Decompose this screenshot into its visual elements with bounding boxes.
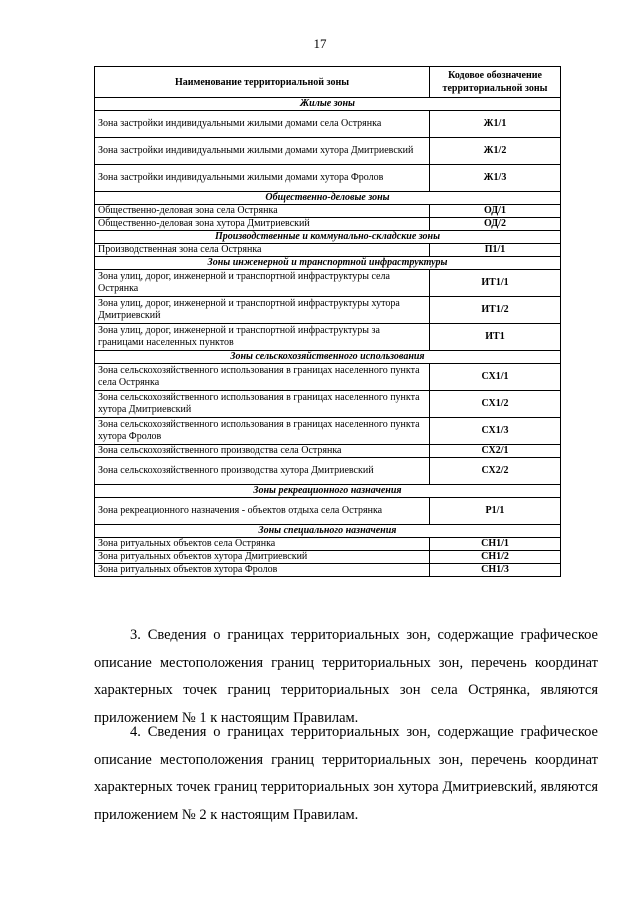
table-row bbox=[95, 138, 561, 165]
table-row bbox=[95, 391, 561, 418]
zone-name-cell: Зона застройки индивидуальными жилыми домами села Острянка bbox=[95, 111, 430, 138]
zone-code-cell: П1/1 bbox=[430, 244, 561, 257]
table-row bbox=[95, 218, 561, 231]
zone-name-cell: Зона улиц, дорог, инженерной и транспортной инфраструктуры за границами населенных пунктов bbox=[95, 324, 430, 351]
zone-code-cell: СХ1/2 bbox=[430, 391, 561, 418]
group-row bbox=[95, 485, 561, 498]
table-row bbox=[95, 244, 561, 257]
zone-name-cell: Зона улиц, дорог, инженерной и транспортной инфраструктуры хутора Дмитриевский bbox=[95, 297, 430, 324]
zone-name-cell: Общественно-деловая зона села Острянка bbox=[95, 205, 430, 218]
zone-name-cell: Зона ритуальных объектов хутора Дмитриевский bbox=[95, 551, 430, 564]
group-title: Зоны инженерной и транспортной инфраструктуры bbox=[95, 257, 561, 270]
table-row bbox=[95, 270, 561, 297]
table-row bbox=[95, 418, 561, 445]
group-row bbox=[95, 351, 561, 364]
header-zone-name: Наименование территориальной зоны bbox=[95, 67, 430, 98]
table-row bbox=[95, 297, 561, 324]
group-title: Зоны специального назначения bbox=[95, 525, 561, 538]
zone-code-cell: СХ2/2 bbox=[430, 458, 561, 485]
group-row bbox=[95, 98, 561, 111]
zone-code-cell: СН1/1 bbox=[430, 538, 561, 551]
paragraph-4: 4. Сведения о границах территориальных зон, содержащие графическое описание местоположения границ территориальных зон, перечень координат характерных точек границ территориальных зон хутора Дмитриевский, являются приложением № 2 к настоящим Правилам. bbox=[94, 724, 598, 823]
table-row bbox=[95, 205, 561, 218]
zone-code-cell: СХ2/1 bbox=[430, 445, 561, 458]
table-row bbox=[95, 458, 561, 485]
table-row bbox=[95, 564, 561, 577]
group-title: Жилые зоны bbox=[95, 98, 561, 111]
table-body bbox=[95, 98, 561, 577]
group-row bbox=[95, 192, 561, 205]
zone-code-cell: Ж1/3 bbox=[430, 165, 561, 192]
group-title: Производственные и коммунально-складские зоны bbox=[95, 231, 561, 244]
zone-name-cell: Зона рекреационного назначения - объектов отдыха села Острянка bbox=[95, 498, 430, 525]
zone-name-cell: Зона ритуальных объектов села Острянка bbox=[95, 538, 430, 551]
zone-name-cell: Производственная зона села Острянка bbox=[95, 244, 430, 257]
zone-code-cell: СХ1/1 bbox=[430, 364, 561, 391]
zone-name-cell: Зона ритуальных объектов хутора Фролов bbox=[95, 564, 430, 577]
table-row bbox=[95, 324, 561, 351]
zone-code-cell: Ж1/1 bbox=[430, 111, 561, 138]
zone-name-cell: Зона сельскохозяйственного использования в границах населенного пункта села Острянка bbox=[95, 364, 430, 391]
table-row bbox=[95, 498, 561, 525]
territorial-zones-table bbox=[94, 66, 561, 577]
zone-code-cell: СН1/3 bbox=[430, 564, 561, 577]
group-title: Зоны сельскохозяйственного использования bbox=[95, 351, 561, 364]
group-row bbox=[95, 231, 561, 244]
group-title: Зоны рекреационного назначения bbox=[95, 485, 561, 498]
zone-name-cell: Зона сельскохозяйственного производства села Острянка bbox=[95, 445, 430, 458]
table-row bbox=[95, 111, 561, 138]
paragraph-3: 3. Сведения о границах территориальных зон, содержащие графическое описание местоположения границ территориальных зон, перечень координат характерных точек границ территориальных зон села Острянка, являются приложением № 1 к настоящим Правилам. bbox=[94, 627, 598, 726]
table-row bbox=[95, 165, 561, 192]
table-row bbox=[95, 538, 561, 551]
zone-code-cell: ОД/1 bbox=[430, 205, 561, 218]
zone-name-cell: Общественно-деловая зона хутора Дмитриевский bbox=[95, 218, 430, 231]
table-header bbox=[95, 67, 561, 98]
zone-name-cell: Зона сельскохозяйственного использования в границах населенного пункта хутора Дмитриевский bbox=[95, 391, 430, 418]
zone-name-cell: Зона застройки индивидуальными жилыми домами хутора Дмитриевский bbox=[95, 138, 430, 165]
zone-code-cell: СН1/2 bbox=[430, 551, 561, 564]
zone-name-cell: Зона сельскохозяйственного производства хутора Дмитриевский bbox=[95, 458, 430, 485]
zone-code-cell: ИТ1/2 bbox=[430, 297, 561, 324]
zone-name-cell: Зона улиц, дорог, инженерной и транспортной инфраструктуры села Острянка bbox=[95, 270, 430, 297]
zone-code-cell: ОД/2 bbox=[430, 218, 561, 231]
header-zone-code: Кодовое обозначение территориальной зоны bbox=[430, 67, 561, 98]
group-title: Общественно-деловые зоны bbox=[95, 192, 561, 205]
group-row bbox=[95, 525, 561, 538]
zone-code-cell: СХ1/3 bbox=[430, 418, 561, 445]
table-row bbox=[95, 551, 561, 564]
zone-name-cell: Зона сельскохозяйственного использования в границах населенного пункта хутора Фролов bbox=[95, 418, 430, 445]
zone-code-cell: ИТ1/1 bbox=[430, 270, 561, 297]
zone-code-cell: Р1/1 bbox=[430, 498, 561, 525]
zone-code-cell: Ж1/2 bbox=[430, 138, 561, 165]
page-number: 17 bbox=[313, 36, 327, 51]
zone-name-cell: Зона застройки индивидуальными жилыми домами хутора Фролов bbox=[95, 165, 430, 192]
group-row bbox=[95, 257, 561, 270]
table-row bbox=[95, 445, 561, 458]
zone-code-cell: ИТ1 bbox=[430, 324, 561, 351]
table-row bbox=[95, 364, 561, 391]
